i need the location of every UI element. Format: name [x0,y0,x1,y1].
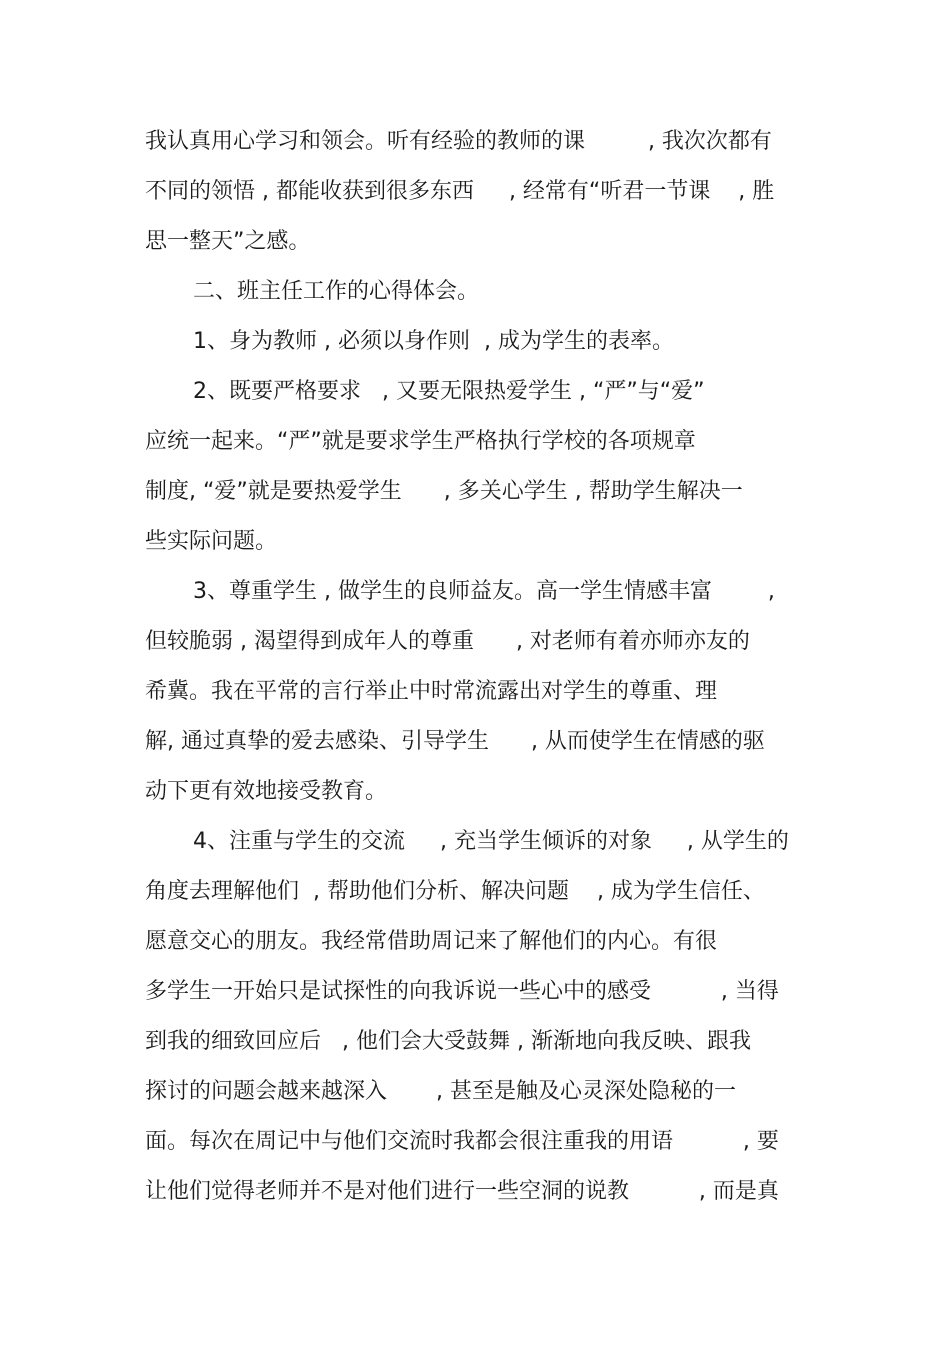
text-line: 愿意交心的朋友。我经常借助周记来了解他们的内心。有很 [145,929,718,954]
text-line: 3、尊重学生 , 做学生的良师益友。高一学生情感丰富 , [193,579,775,604]
text-line: 我认真用心学习和领会。听有经验的教师的课 , 我次次都有 [145,129,772,154]
text-line: 但较脆弱 , 渴望得到成年人的尊重 , 对老师有着亦师亦友的 [145,629,750,654]
text-line: 解, 通过真挚的爱去感染、引导学生 , 从而使学生在情感的驱 [145,729,765,754]
text-line: 1、身为教师 , 必须以身作则 , 成为学生的表率。 [193,329,674,354]
text-line: 4、注重与学生的交流 , 充当学生倾诉的对象 , 从学生的 [193,829,789,854]
text-line: 探讨的问题会越来越深入 , 甚至是触及心灵深处隐秘的一 [145,1079,736,1104]
text-line: 制度, “爱”就是要热爱学生 , 多关心学生 , 帮助学生解决一 [145,479,743,504]
section-heading: 二、班主任工作的心得体会。 [193,279,480,304]
text-line: 多学生一开始只是试探性的向我诉说一些心中的感受 , 当得 [145,979,779,1004]
text-line: 让他们觉得老师并不是对他们进行一些空洞的说教 , 而是真 [145,1179,779,1204]
text-line: 不同的领悟 , 都能收获到很多东西 , 经常有“听君一节课 , 胜 [145,179,775,204]
text-line: 2、既要严格要求 , 又要无限热爱学生 , “严”与“爱” [193,379,705,404]
text-line: 动下更有效地接受教育。 [145,779,388,804]
text-line: 到我的细致回应后 , 他们会大受鼓舞 , 渐渐地向我反映、跟我 [145,1029,751,1054]
text-line: 思一整天”之感。 [145,229,311,254]
text-line: 些实际问题。 [145,529,278,554]
text-line: 角度去理解他们 , 帮助他们分析、解决问题 , 成为学生信任、 [145,879,765,904]
text-line: 面。每次在周记中与他们交流时我都会很注重我的用语 , 要 [145,1129,779,1154]
text-line: 应统一起来。“严”就是要求学生严格执行学校的各项规章 [145,429,696,454]
text-line: 希冀。我在平常的言行举止中时常流露出对学生的尊重、理 [145,679,718,704]
